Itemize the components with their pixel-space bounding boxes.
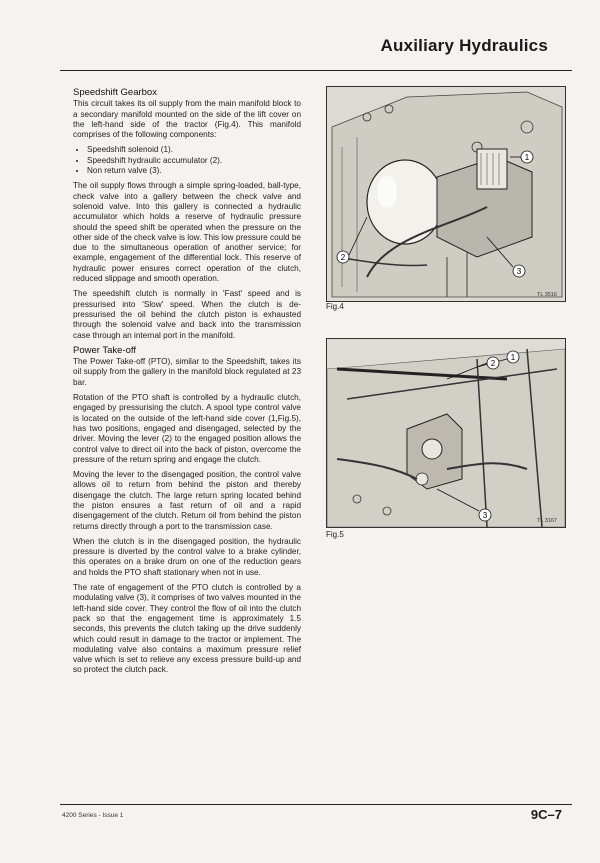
fig5-callout-2: 2 <box>490 359 496 368</box>
fig4-callout-2: 2 <box>340 253 346 262</box>
footer-series: 4200 Series - Issue 1 <box>62 812 124 819</box>
list-item: • Speedshift hydraulic accumulator (2). <box>87 156 301 166</box>
fig5-callout-3: 3 <box>482 511 488 520</box>
figure-4-reference: TL 3516 <box>537 292 557 298</box>
speedshift-heading: Speedshift Gearbox <box>73 87 157 98</box>
figure-5-photo <box>326 338 566 528</box>
body-text-column <box>73 86 301 681</box>
fig4-callout-1: 1 <box>524 153 530 162</box>
speedshift-paragraph-3: The speedshift clutch is normally in 'Fast' speed and is pressurised into 'Slow' speed. When the clutch is de-pressurised the oil behind the clutch piston is exhausted through the solenoid valve and back into the transmission case through an internal port in the manifold. <box>73 289 301 340</box>
page-title: Auxiliary Hydraulics <box>380 36 548 55</box>
speedshift-component-list <box>73 145 301 176</box>
pto-heading: Power Take-off <box>73 344 137 356</box>
figure-4-illustration <box>327 87 565 301</box>
page-number: 9C–7 <box>530 807 562 822</box>
fig4-callout-3: 3 <box>516 267 522 276</box>
figure-4-caption: Fig.4 <box>326 302 344 311</box>
figure-5-caption: Fig.5 <box>326 530 344 539</box>
speedshift-paragraph-2: The oil supply flows through a simple spring-loaded, ball-type, check valve into a gallery between the check valve and solenoid valve. Into this gallery is connected a hydraulic accumulator which holds a reserve of hydraulic pressure should the speed shift be operated when the pressure on the other side of the check valve is low. This low pressure could be due to the simultaneous operation of another service; for example, engagement of the differential lock. This reserve of hydraulic power ensures correct operation of the clutch, reduced slippage and smooth operation. <box>73 181 301 284</box>
pto-paragraph-5: The rate of engagement of the PTO clutch is controlled by a modulating valve (3), it comprises of two valves mounted in the left-hand side cover. They control the flow of oil into the clutch pack so that the engagement time is approximately 1.5 seconds, this prevents the clutch taking up the drive suddenly which could result in damage to the tractor or implement. The modulating valve also contains a maximum pressure relief valve which is set to relieve any excess pressure build-up and so protect the clutch pack. <box>73 583 301 675</box>
fig5-callout-1: 1 <box>510 353 516 362</box>
pto-paragraph-1: The Power Take-off (PTO), similar to the Speedshift, takes its oil supply from the gallery in the manifold block regulated at 23 bar. <box>73 357 301 387</box>
pto-paragraph-4: When the clutch is in the disengaged position, the hydraulic pressure is diverted by the control valve to a brake cylinder, this operates on a brake drum on one of the reduction gears and holds the PTO shaft stationary when not in use. <box>73 536 301 577</box>
speedshift-paragraph-1: This circuit takes its oil supply from the main manifold block to a secondary manifold mounted on the side of the lift cover on the left-hand side of the tractor (Fig.4). This manifold comprises of the following components: <box>73 99 301 140</box>
title-rule <box>60 70 572 71</box>
footer-rule <box>60 804 572 805</box>
figure-4-photo <box>326 86 566 302</box>
list-item: • Non return valve (3). <box>87 166 301 176</box>
pto-paragraph-2: Rotation of the PTO shaft is controlled by a hydraulic clutch, engaged by pressurising the clutch. A spool type control valve is located on the outside of the left-hand side cover (1,Fig.5), has two positions, engaged and disengaged, selected by the driver. Moving the lever (2) to the engaged position allows the control valve to direct oil into the back of piston, overcome the pressure of the return spring and engage the clutch. <box>73 393 301 464</box>
figure-5-illustration <box>327 339 565 527</box>
list-item: • Speedshift solenoid (1). <box>87 145 301 155</box>
pto-paragraph-3: Moving the lever to the disengaged position, the control valve allows oil to return from behind the piston and thereby disengage the clutch. The large return spring located behind the piston ensures a fast return of oil and a rapid disengagement of the clutch. Return oil from behind the piston returns directly through a port to the transmission case. <box>73 470 301 531</box>
figure-5-reference: TL 3167 <box>537 518 557 524</box>
